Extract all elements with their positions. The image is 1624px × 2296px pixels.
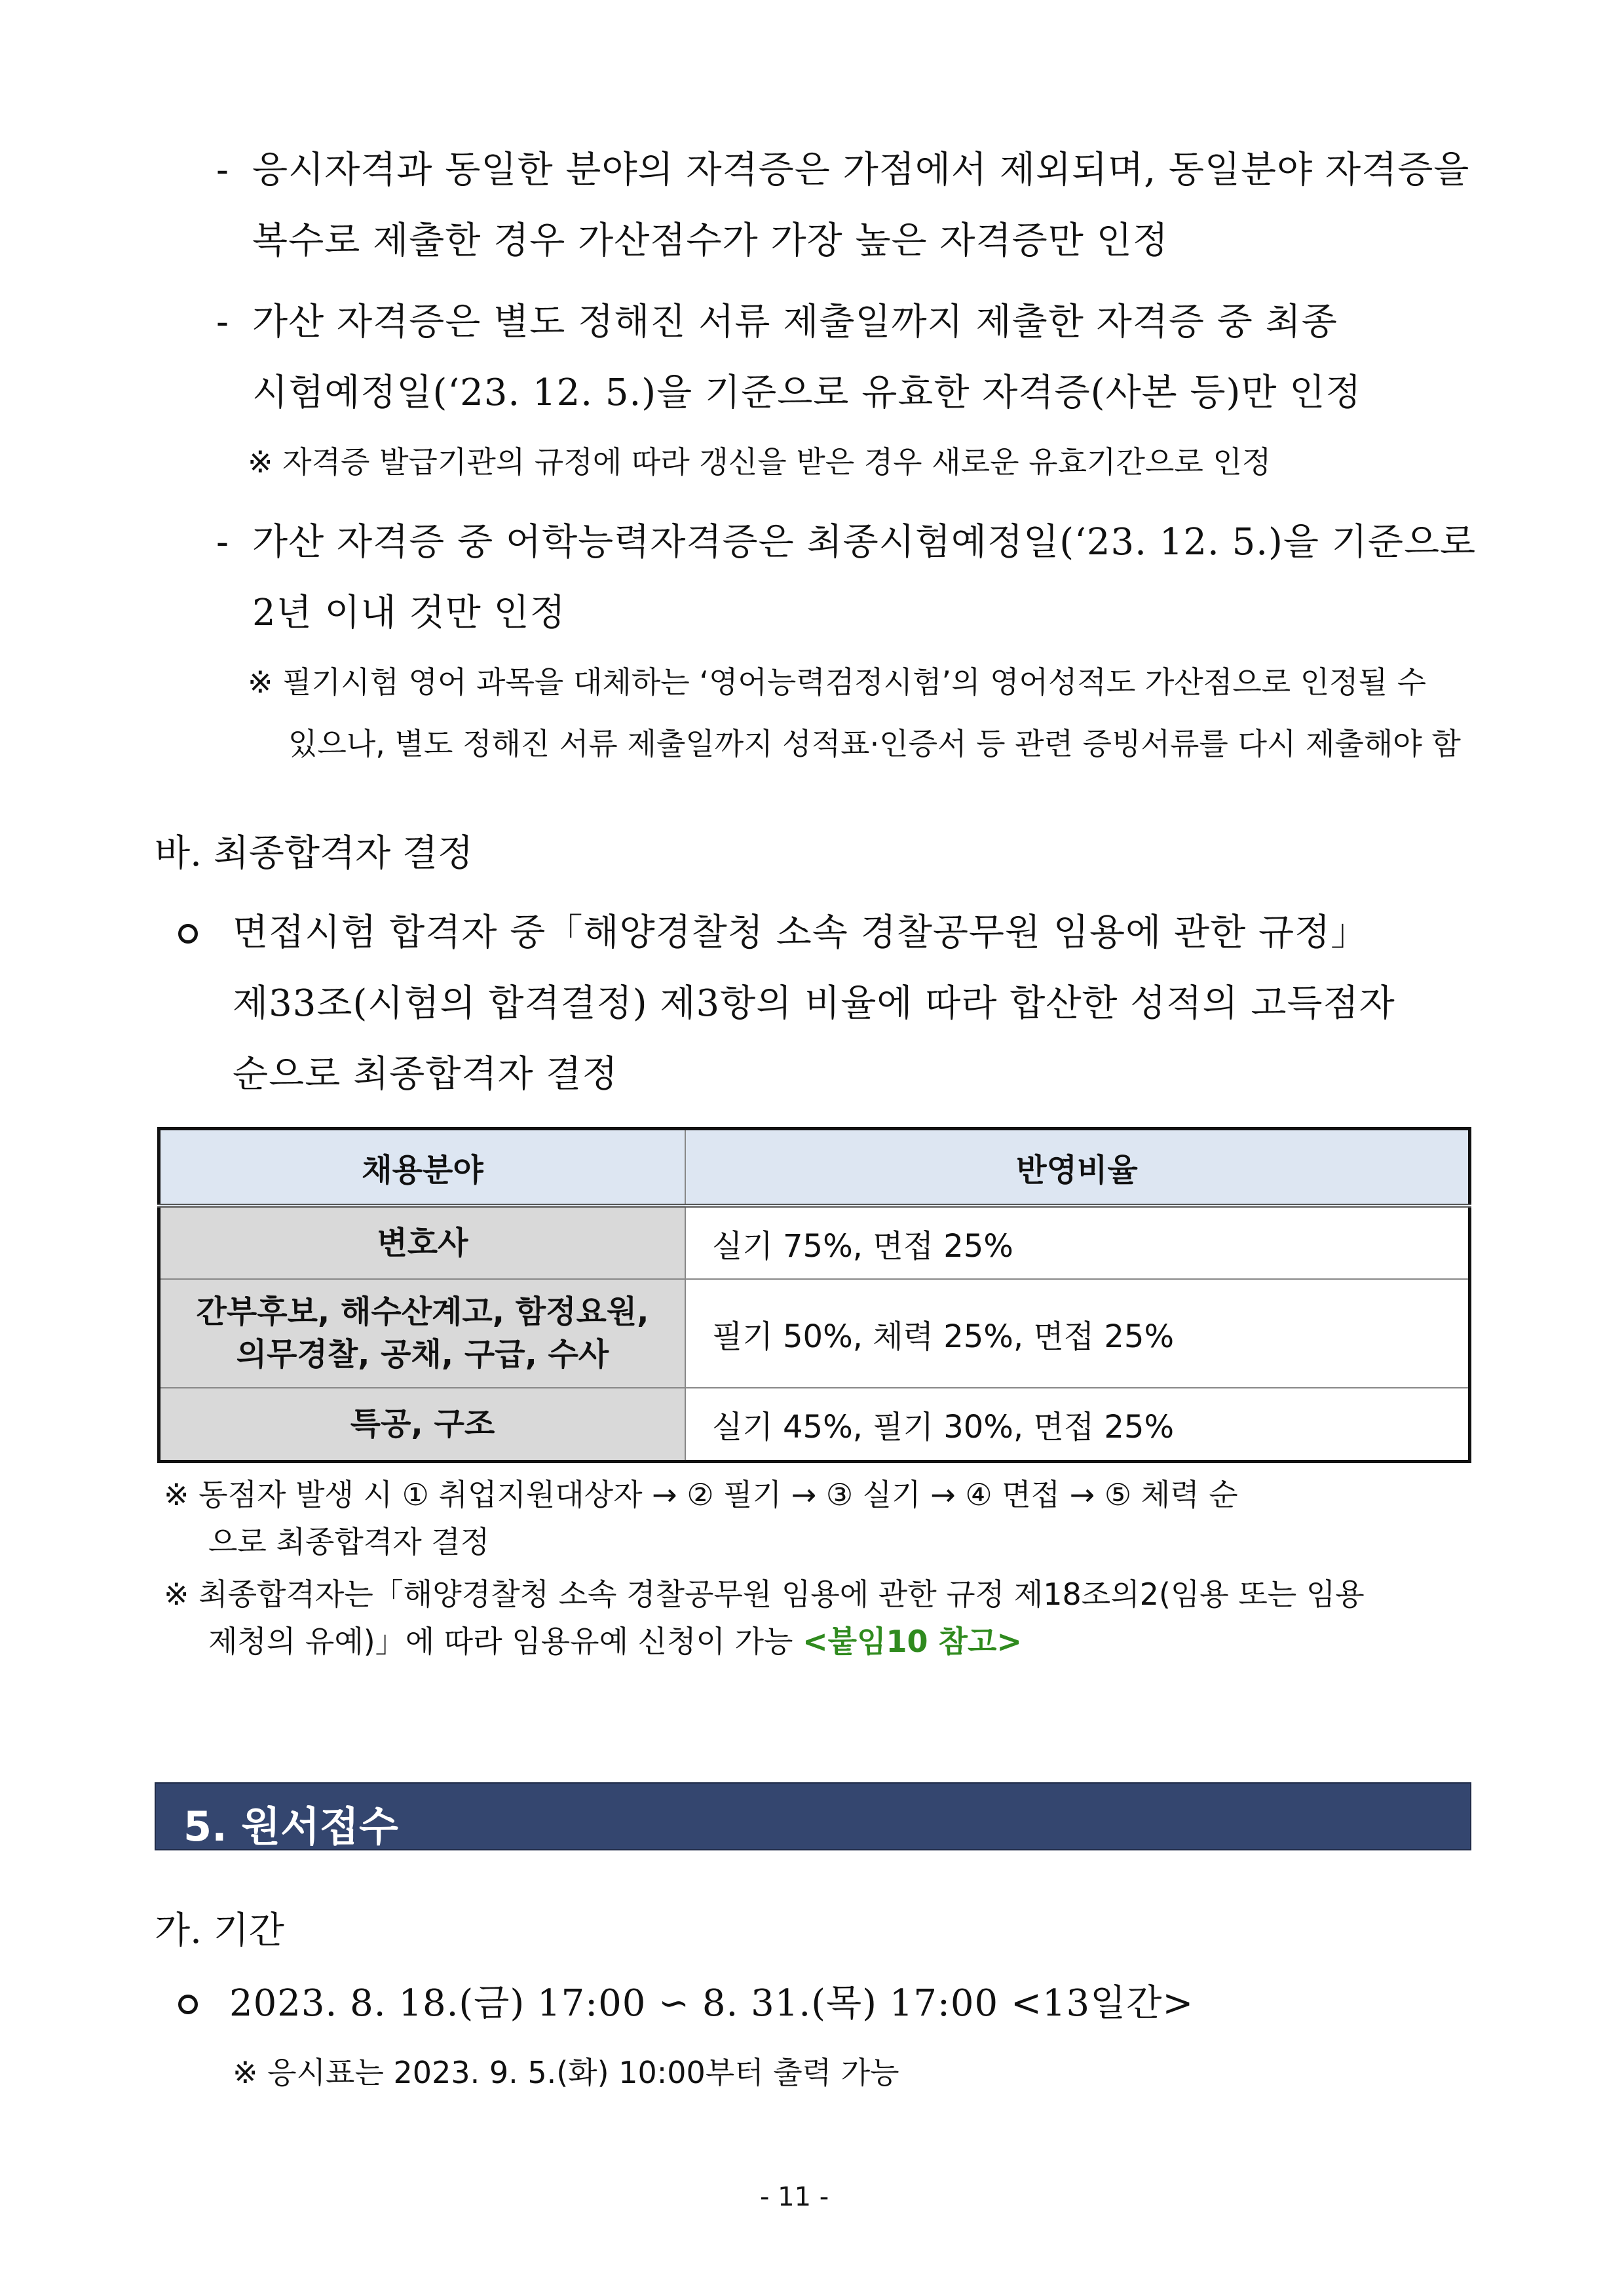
bullet-line: 2년 이내 것만 인정: [252, 592, 566, 634]
bullet-line: 가산 자격증은 별도 정해진 서류 제출일까지 제출한 자격증 중 최종: [252, 301, 1338, 343]
table-cell-category: 특공, 구조: [159, 1388, 686, 1461]
table-cell-ratio: 필기 50%, 체력 25%, 면접 25%: [685, 1279, 1470, 1388]
note-line: [208, 1624, 1022, 1659]
item-line: 면접시험 합격자 중「해양경찰청 소속 경찰공무원 임용에 관한 규정」: [233, 911, 1369, 954]
bullet-line: 응시자격과 동일한 분야의 자격증은 가점에서 제외되며, 동일분야 자격증을: [252, 149, 1470, 191]
bullet-line: 가산 자격증 중 어학능력자격증은 최종시험예정일(‘23. 12. 5.)을 기준으로: [252, 521, 1477, 564]
attachment-reference: <붙임10 참고>: [803, 1624, 1022, 1659]
circle-bullet-icon: [178, 1995, 198, 2014]
table-header: 반영비율: [685, 1129, 1470, 1206]
table-cell-ratio: 실기 75%, 면접 25%: [685, 1206, 1470, 1279]
ratio-table: [157, 1127, 1471, 1463]
bullet-dash: -: [216, 301, 229, 343]
item-line: 순으로 최종합격자 결정: [233, 1053, 618, 1096]
table-cell-category: 변호사: [159, 1206, 686, 1279]
item-line: 제33조(시험의 합격결정) 제3항의 비율에 따라 합산한 성적의 고득점자: [233, 982, 1395, 1025]
note-line: ※ 자격증 발급기관의 규정에 따라 갱신을 받은 경우 새로운 유효기간으로 인정: [248, 444, 1272, 480]
table-cell-ratio: 실기 45%, 필기 30%, 면접 25%: [685, 1388, 1470, 1461]
note-line: ※ 필기시험 영어 과목을 대체하는 ‘영어능력검정시험’의 영어성적도 가산점으로 인정될 수: [248, 664, 1427, 700]
bullet-line: 복수로 제출한 경우 가산점수가 가장 높은 자격증만 인정: [252, 220, 1169, 262]
note-line: ※ 응시표는 2023. 9. 5.(화) 10:00부터 출력 가능: [233, 2055, 899, 2090]
circle-bullet-icon: [178, 924, 198, 944]
table-row: [159, 1206, 1470, 1279]
table-row: [159, 1279, 1470, 1388]
table-row: [159, 1388, 1470, 1461]
page-number: - 11 -: [760, 2182, 829, 2212]
note-text: 제청의 유예)」에 따라 임용유예 신청이 가능: [208, 1624, 793, 1659]
section-title-bar: [155, 1782, 1471, 1850]
note-line: ※ 동점자 발생 시 ① 취업지원대상자 → ② 필기 → ③ 실기 → ④ 면접 → ⑤ 체력 순: [164, 1477, 1238, 1512]
note-line: 있으나, 별도 정해진 서류 제출일까지 성적표·인증서 등 관련 증빙서류를 다시 제출해야 함: [288, 726, 1461, 761]
period-text: 2023. 8. 18.(금) 17:00 ∽ 8. 31.(목) 17:00 <13일간>: [229, 1982, 1194, 2025]
bullet-dash: -: [216, 521, 229, 564]
note-line: ※ 최종합격자는「해양경찰청 소속 경찰공무원 임용에 관한 규정 제18조의2(임용 또는 임용: [164, 1577, 1365, 1612]
note-line: 으로 최종합격자 결정: [208, 1524, 490, 1559]
table-cell-category: 간부후보, 해수산계고, 함정요원, 의무경찰, 공채, 구급, 수사: [159, 1279, 686, 1388]
section-heading: 바. 최종합격자 결정: [155, 832, 474, 875]
table-header: 채용분야: [159, 1129, 686, 1206]
bullet-line: 시험예정일(‘23. 12. 5.)을 기준으로 유효한 자격증(사본 등)만 인정: [252, 372, 1362, 414]
section-title: 5. 원서접수: [183, 1803, 398, 1850]
sub-heading: 가. 기간: [155, 1909, 284, 1952]
bullet-dash: -: [216, 149, 229, 191]
